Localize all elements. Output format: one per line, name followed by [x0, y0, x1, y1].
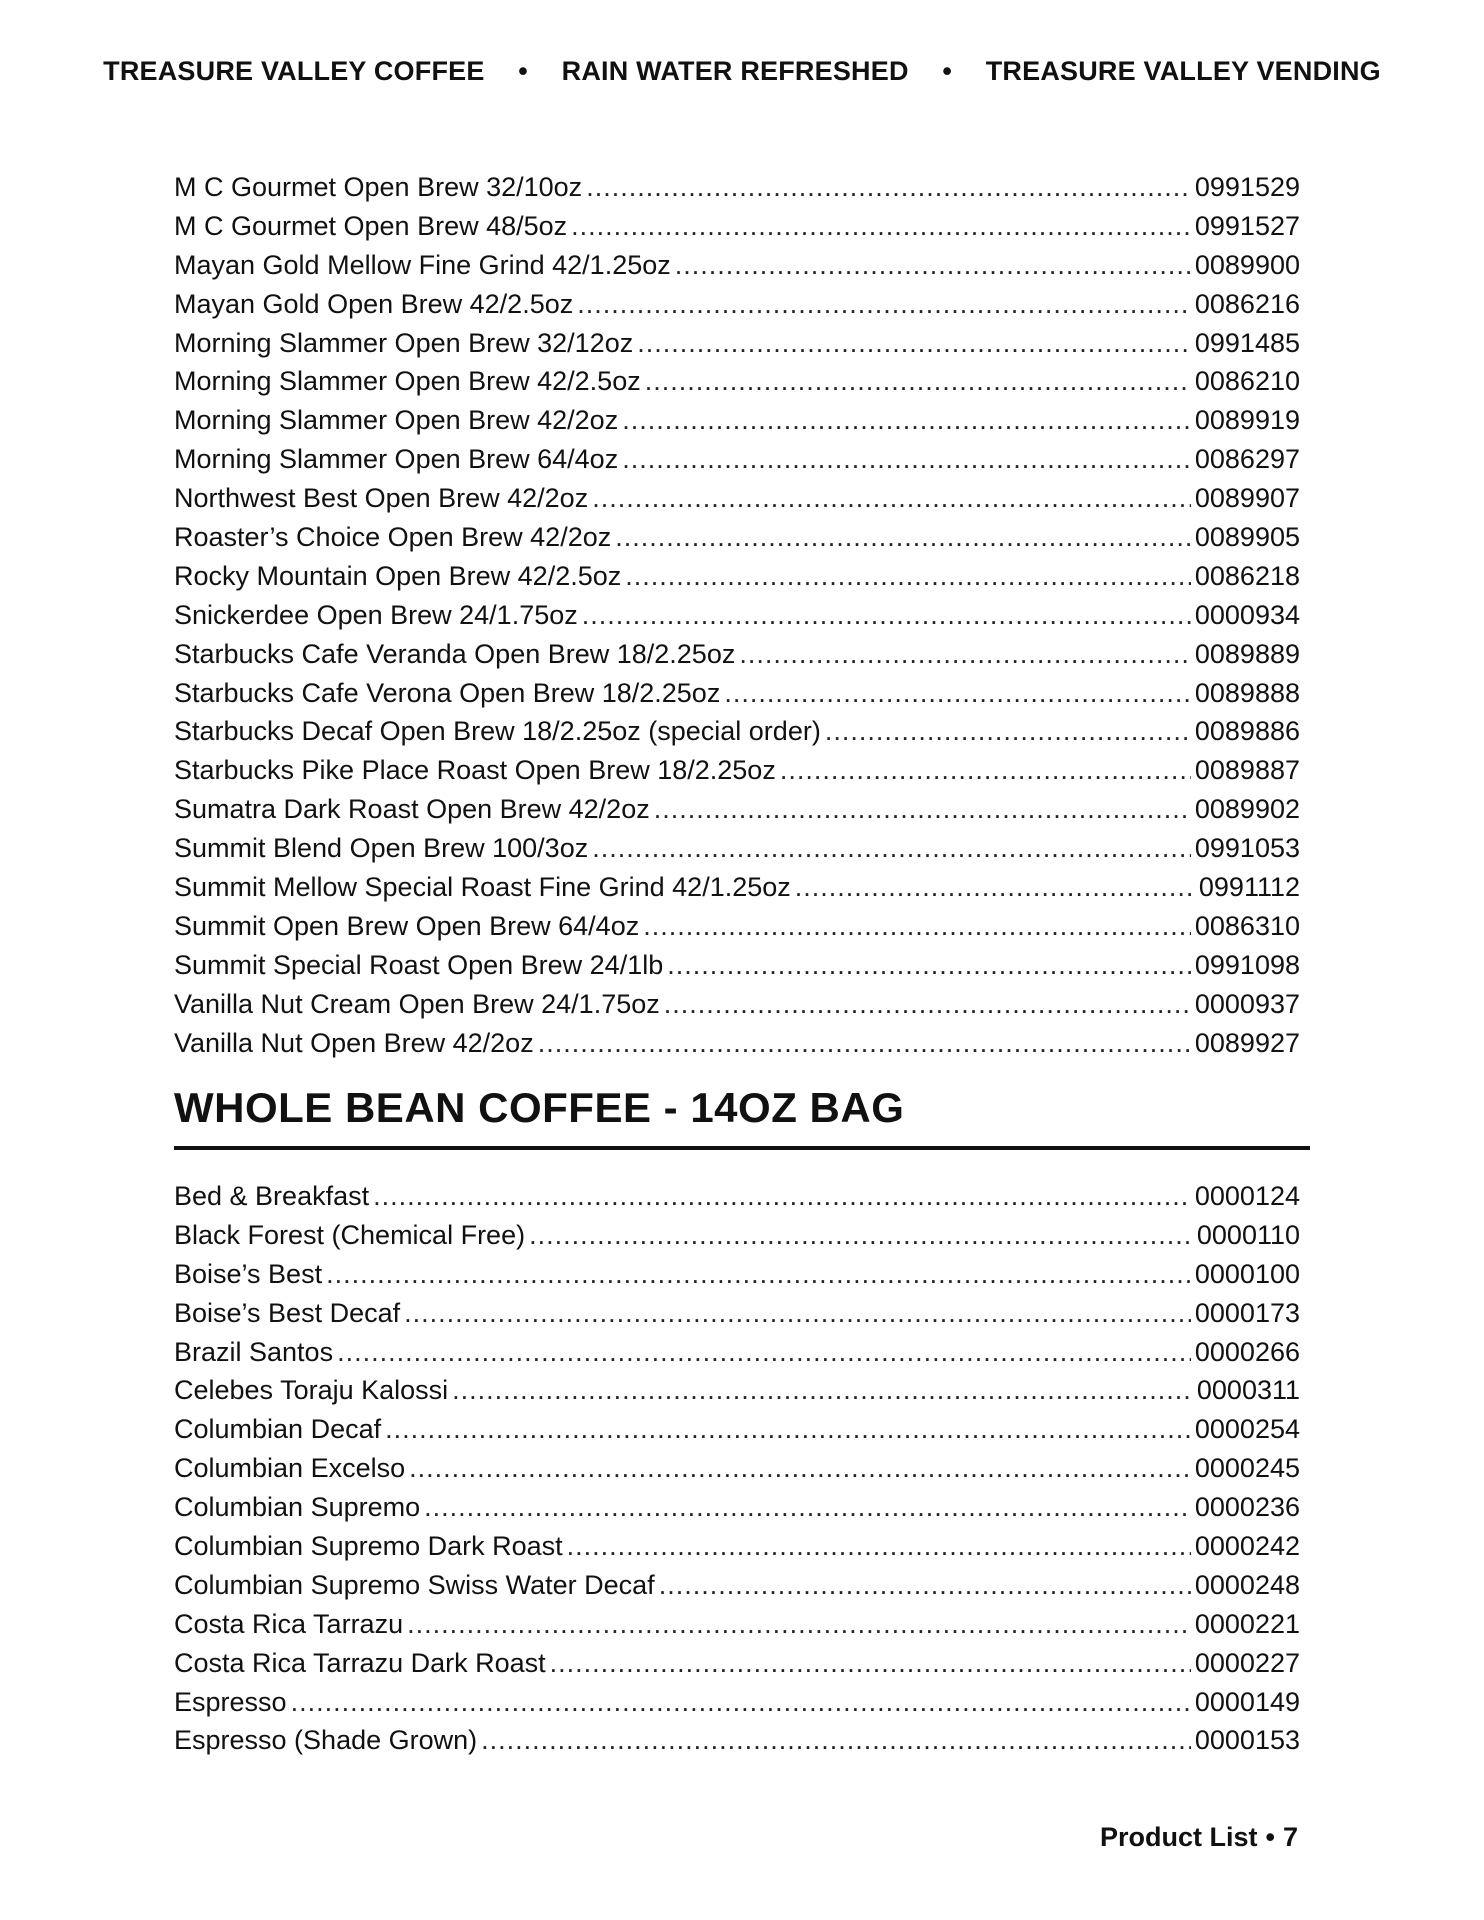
product-row — [174, 207, 1300, 246]
product-row — [174, 518, 1300, 557]
product-name: Columbian Supremo Dark Roast — [174, 1531, 563, 1562]
product-row — [174, 324, 1300, 363]
product-row — [174, 1721, 1300, 1760]
footer-label: Product List — [1100, 1822, 1258, 1852]
product-row — [174, 557, 1300, 596]
product-code: 0089919 — [1194, 405, 1300, 436]
product-row — [174, 868, 1300, 907]
product-name: Starbucks Cafe Veranda Open Brew 18/2.25oz — [174, 638, 736, 669]
product-code: 0000173 — [1194, 1297, 1300, 1328]
product-code: 0991529 — [1194, 172, 1300, 202]
dot-leader — [780, 751, 1191, 790]
product-row — [174, 829, 1300, 868]
product-name: Starbucks Cafe Verona Open Brew 18/2.25oz — [174, 677, 721, 708]
dot-leader — [577, 285, 1191, 324]
product-code: 0991098 — [1194, 949, 1300, 980]
product-code: 0086297 — [1194, 444, 1300, 475]
product-row — [174, 712, 1300, 751]
product-code: 0089902 — [1194, 794, 1300, 825]
dot-leader — [529, 1216, 1193, 1255]
product-row — [174, 401, 1300, 440]
section-divider — [174, 1146, 1310, 1150]
product-row — [174, 1371, 1300, 1410]
header-separator: • — [518, 56, 528, 86]
product-name: Mayan Gold Mellow Fine Grind 42/1.25oz — [174, 249, 671, 280]
product-name: Bed & Breakfast — [174, 1181, 370, 1211]
product-name: Vanilla Nut Open Brew 42/2oz — [174, 1027, 534, 1058]
footer-separator: • — [1265, 1822, 1275, 1852]
dot-leader — [550, 1644, 1191, 1683]
product-name: Vanilla Nut Cream Open Brew 24/1.75oz — [174, 988, 660, 1019]
product-row — [174, 1177, 1300, 1216]
dot-leader — [373, 1177, 1191, 1216]
product-name: Morning Slammer Open Brew 64/4oz — [174, 444, 619, 475]
open-brew-product-list — [174, 168, 1300, 1062]
product-row — [174, 1024, 1300, 1063]
product-name: Summit Blend Open Brew 100/3oz — [174, 833, 589, 864]
header-brand-water: RAIN WATER REFRESHED — [561, 56, 909, 86]
product-name: Black Forest (Chemical Free) — [174, 1219, 526, 1250]
product-row — [174, 479, 1300, 518]
product-code: 0000221 — [1194, 1608, 1300, 1639]
product-code: 0000245 — [1194, 1453, 1300, 1484]
dot-leader — [407, 1605, 1191, 1644]
product-code: 0086210 — [1194, 366, 1300, 397]
dot-leader — [615, 518, 1191, 557]
product-row — [174, 1216, 1300, 1255]
page-number: 7 — [1282, 1822, 1298, 1852]
product-code: 0086310 — [1194, 910, 1300, 941]
product-code: 0089887 — [1194, 755, 1300, 786]
dot-leader — [667, 946, 1191, 985]
dot-leader — [586, 168, 1191, 207]
product-name: Celebes Toraju Kalossi — [174, 1375, 449, 1406]
product-code: 0089888 — [1194, 677, 1300, 708]
product-name: Morning Slammer Open Brew 32/12oz — [174, 327, 634, 358]
product-code: 0000124 — [1194, 1181, 1300, 1211]
dot-leader — [582, 596, 1191, 635]
product-row — [174, 1333, 1300, 1372]
product-row — [174, 1255, 1300, 1294]
header-separator: • — [942, 56, 953, 86]
dot-leader — [592, 479, 1191, 518]
product-code: 0086218 — [1194, 560, 1300, 591]
product-row — [174, 285, 1300, 324]
product-name: Columbian Excelso — [174, 1453, 406, 1484]
product-row — [174, 1488, 1300, 1527]
product-name: M C Gourmet Open Brew 32/10oz — [174, 172, 583, 202]
product-code: 0089886 — [1194, 716, 1300, 747]
product-code: 0000311 — [1196, 1375, 1300, 1406]
product-row — [174, 1449, 1300, 1488]
product-name: Morning Slammer Open Brew 42/2oz — [174, 405, 619, 436]
product-code: 0991485 — [1194, 327, 1300, 358]
product-name: Northwest Best Open Brew 42/2oz — [174, 483, 589, 514]
product-code: 0089927 — [1194, 1027, 1300, 1058]
product-name: Columbian Decaf — [174, 1414, 382, 1445]
product-name: Summit Open Brew Open Brew 64/4oz — [174, 910, 640, 941]
dot-leader — [645, 362, 1191, 401]
product-code: 0089905 — [1194, 522, 1300, 553]
product-row — [174, 1527, 1300, 1566]
product-row — [174, 1294, 1300, 1333]
product-row — [174, 1605, 1300, 1644]
dot-leader — [622, 401, 1191, 440]
product-code: 0000248 — [1194, 1569, 1300, 1600]
product-code: 0000227 — [1194, 1647, 1300, 1678]
product-name: Espresso (Shade Grown) — [174, 1725, 478, 1756]
dot-leader — [825, 712, 1191, 751]
dot-leader — [326, 1255, 1191, 1294]
dot-leader — [625, 557, 1191, 596]
dot-leader — [385, 1410, 1191, 1449]
product-name: Rocky Mountain Open Brew 42/2.5oz — [174, 560, 622, 591]
dot-leader — [724, 674, 1191, 713]
product-code: 0991112 — [1198, 872, 1300, 903]
product-code: 0000100 — [1194, 1258, 1300, 1289]
product-code: 0089889 — [1194, 638, 1300, 669]
product-code: 0089907 — [1194, 483, 1300, 514]
product-name: Summit Special Roast Open Brew 24/1lb — [174, 949, 664, 980]
dot-leader — [337, 1333, 1191, 1372]
product-name: Snickerdee Open Brew 24/1.75oz — [174, 599, 578, 630]
product-code: 0000236 — [1194, 1492, 1300, 1523]
product-row — [174, 985, 1300, 1024]
product-code: 0086216 — [1194, 288, 1300, 319]
header-brand-coffee: TREASURE VALLEY COFFEE — [103, 56, 485, 86]
product-row — [174, 946, 1300, 985]
section-title: WHOLE BEAN COFFEE - 14OZ BAG — [174, 1084, 905, 1131]
product-row — [174, 246, 1300, 285]
product-row — [174, 635, 1300, 674]
product-code: 0991527 — [1194, 210, 1300, 241]
dot-leader — [571, 207, 1191, 246]
product-row — [174, 1683, 1300, 1722]
product-name: Starbucks Decaf Open Brew 18/2.25oz (special order) — [174, 716, 821, 747]
dot-leader — [643, 907, 1191, 946]
product-name: Brazil Santos — [174, 1336, 334, 1367]
dot-leader — [637, 324, 1191, 363]
product-code: 0000149 — [1194, 1686, 1300, 1717]
product-code: 0000934 — [1194, 599, 1300, 630]
product-name: Columbian Supremo Swiss Water Decaf — [174, 1569, 655, 1600]
dot-leader — [481, 1721, 1191, 1760]
product-name: Costa Rica Tarrazu — [174, 1608, 404, 1639]
product-name: Columbian Supremo — [174, 1492, 421, 1523]
product-row — [174, 362, 1300, 401]
page-footer — [1100, 1822, 1298, 1853]
dot-leader — [675, 246, 1191, 285]
dot-leader — [654, 790, 1191, 829]
dot-leader — [622, 440, 1191, 479]
dot-leader — [424, 1488, 1191, 1527]
dot-leader — [795, 868, 1195, 907]
product-name: Roaster’s Choice Open Brew 42/2oz — [174, 522, 612, 553]
dot-leader — [291, 1683, 1191, 1722]
header-brand-vending: TREASURE VALLEY VENDING — [985, 56, 1381, 86]
product-row — [174, 907, 1300, 946]
product-name: M C Gourmet Open Brew 48/5oz — [174, 210, 568, 241]
product-code: 0000266 — [1194, 1336, 1300, 1367]
dot-leader — [452, 1371, 1193, 1410]
product-row — [174, 1410, 1300, 1449]
dot-leader — [659, 1566, 1191, 1605]
product-code: 0000153 — [1194, 1725, 1300, 1756]
dot-leader — [404, 1294, 1191, 1333]
dot-leader — [538, 1024, 1191, 1063]
product-row — [174, 674, 1300, 713]
product-row — [174, 790, 1300, 829]
product-name: Mayan Gold Open Brew 42/2.5oz — [174, 288, 574, 319]
product-row — [174, 168, 1300, 207]
dot-leader — [739, 635, 1191, 674]
dot-leader — [409, 1449, 1191, 1488]
product-code: 0000242 — [1194, 1531, 1300, 1562]
product-row — [174, 1566, 1300, 1605]
product-code: 0000110 — [1196, 1219, 1300, 1250]
product-name: Costa Rica Tarrazu Dark Roast — [174, 1647, 546, 1678]
dot-leader — [664, 985, 1191, 1024]
product-name: Boise’s Best — [174, 1258, 323, 1289]
page-header — [0, 56, 1484, 87]
product-row — [174, 1644, 1300, 1683]
product-name: Morning Slammer Open Brew 42/2.5oz — [174, 366, 641, 397]
product-row — [174, 751, 1300, 790]
product-code: 0089900 — [1194, 249, 1300, 280]
product-name: Starbucks Pike Place Roast Open Brew 18/2.25oz — [174, 755, 776, 786]
product-code: 0000937 — [1194, 988, 1300, 1019]
dot-leader — [567, 1527, 1191, 1566]
product-row — [174, 440, 1300, 479]
product-code: 0991053 — [1194, 833, 1300, 864]
whole-bean-product-list — [174, 1177, 1300, 1760]
product-row — [174, 596, 1300, 635]
product-name: Espresso — [174, 1686, 287, 1717]
product-code: 0000254 — [1194, 1414, 1300, 1445]
product-name: Sumatra Dark Roast Open Brew 42/2oz — [174, 794, 650, 825]
product-name: Boise’s Best Decaf — [174, 1297, 401, 1328]
product-name: Summit Mellow Special Roast Fine Grind 42/1.25oz — [174, 872, 791, 903]
dot-leader — [592, 829, 1191, 868]
